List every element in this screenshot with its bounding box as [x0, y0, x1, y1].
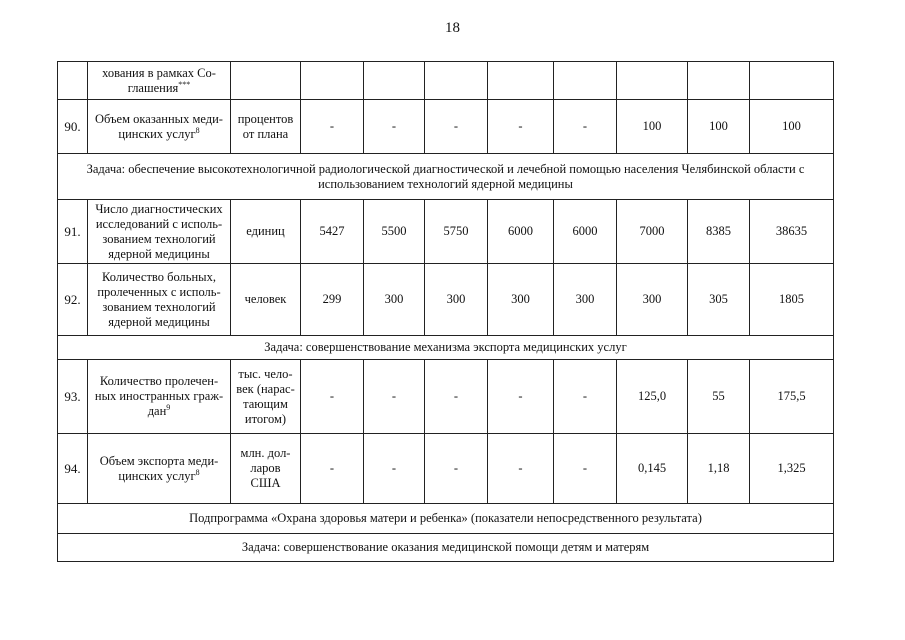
- indicator-name: [88, 434, 231, 504]
- value-cell: -: [364, 360, 425, 434]
- value-cell: 5500: [364, 200, 425, 264]
- value-cell: 7000: [617, 200, 688, 264]
- table-row: [58, 100, 834, 154]
- value-cell: 0,145: [617, 434, 688, 504]
- value-cell: -: [488, 360, 554, 434]
- row-number: 90.: [58, 100, 88, 154]
- task-cell: Подпрограмма «Охрана здоровья матери и ребенка» (показатели непосредственного результата): [58, 504, 834, 534]
- indicator-name-text: хования в рамках Со- глашения***: [102, 65, 216, 95]
- unit-cell: [231, 62, 301, 100]
- task-row: [58, 504, 834, 534]
- row-number: [58, 62, 88, 100]
- value-cell: 55: [688, 360, 750, 434]
- footnote-mark: 8: [195, 467, 200, 477]
- indicator-name: [88, 264, 231, 336]
- unit-text: процентов от плана: [237, 111, 294, 141]
- value-cell: -: [301, 434, 364, 504]
- value-cell: 300: [617, 264, 688, 336]
- indicator-name-text: Количество больных, пролеченных с исполь- зованием технологий ядерной медицины: [97, 269, 221, 329]
- row-number: 91.: [58, 200, 88, 264]
- unit-text: млн. дол- ларов США: [240, 446, 291, 490]
- page-number: 18: [445, 20, 460, 36]
- value-cell: -: [488, 100, 554, 154]
- row-number: 94.: [58, 434, 88, 504]
- value-cell: 300: [364, 264, 425, 336]
- value-cell: 100: [617, 100, 688, 154]
- unit-cell: [231, 100, 301, 154]
- indicator-name-text: Объем оказанных меди- цинских услуг$^8$: [95, 111, 223, 141]
- table-row: [58, 434, 834, 504]
- value-cell: 8385: [688, 200, 750, 264]
- value-cell: [617, 62, 688, 100]
- value-cell: [554, 62, 617, 100]
- value-cell: 1,18: [688, 434, 750, 504]
- value-cell: 125,0: [617, 360, 688, 434]
- task-cell: Задача: обеспечение высокотехнологичной радиологической диагностической и лечебной помощью населения Челябинской области с использованием технологий ядерной медицины: [58, 154, 834, 200]
- value-cell: 6000: [488, 200, 554, 264]
- value-cell: -: [425, 100, 488, 154]
- task-row: [58, 154, 834, 200]
- indicator-name: [88, 100, 231, 154]
- indicator-name-text: Число диагностических исследований с исполь- зованием технологий ядерной медицины: [95, 201, 223, 261]
- task-cell: Задача: совершенствование механизма экспорта медицинских услуг: [58, 336, 834, 360]
- value-cell: 6000: [554, 200, 617, 264]
- unit-cell: [231, 434, 301, 504]
- value-cell: 175,5: [750, 360, 834, 434]
- value-cell: 300: [425, 264, 488, 336]
- value-cell: 100: [688, 100, 750, 154]
- indicators-table: [57, 61, 834, 562]
- value-cell: -: [425, 434, 488, 504]
- value-cell: 5750: [425, 200, 488, 264]
- value-cell: -: [301, 360, 364, 434]
- value-cell: -: [488, 434, 554, 504]
- footnote-mark: 8: [195, 125, 200, 135]
- value-cell: [488, 62, 554, 100]
- value-cell: 100: [750, 100, 834, 154]
- task-row: [58, 336, 834, 360]
- value-cell: [301, 62, 364, 100]
- value-cell: 300: [554, 264, 617, 336]
- value-cell: -: [554, 100, 617, 154]
- table-row: [58, 264, 834, 336]
- task-row: [58, 534, 834, 562]
- value-cell: -: [301, 100, 364, 154]
- value-cell: -: [554, 360, 617, 434]
- value-cell: 38635: [750, 200, 834, 264]
- value-cell: 300: [488, 264, 554, 336]
- unit-cell: [231, 360, 301, 434]
- value-cell: -: [425, 360, 488, 434]
- value-cell: [688, 62, 750, 100]
- task-cell: Задача: совершенствование оказания медицинской помощи детям и матерям: [58, 534, 834, 562]
- table-row: [58, 360, 834, 434]
- value-cell: 1,325: [750, 434, 834, 504]
- value-cell: 305: [688, 264, 750, 336]
- unit-text: единиц: [246, 224, 285, 238]
- indicator-name-text: Объем экспорта меди- цинских услуг$^8$: [99, 453, 219, 483]
- indicator-name: [88, 360, 231, 434]
- value-cell: 5427: [301, 200, 364, 264]
- row-number: 92.: [58, 264, 88, 336]
- indicator-name: [88, 200, 231, 264]
- table-row: [58, 62, 834, 100]
- value-cell: [425, 62, 488, 100]
- footnote-mark: 9: [166, 402, 171, 412]
- indicator-name-text: Количество пролечен- ных иностранных граж- дан$^9$: [94, 374, 224, 418]
- table-row: [58, 200, 834, 264]
- unit-cell: [231, 264, 301, 336]
- unit-text: человек: [244, 292, 287, 306]
- unit-cell: [231, 200, 301, 264]
- value-cell: [364, 62, 425, 100]
- row-number: 93.: [58, 360, 88, 434]
- value-cell: -: [554, 434, 617, 504]
- unit-text: тыс. чело- век (нарас- тающим итогом): [236, 366, 295, 426]
- indicator-name: [88, 62, 231, 100]
- value-cell: 1805: [750, 264, 834, 336]
- value-cell: [750, 62, 834, 100]
- value-cell: -: [364, 434, 425, 504]
- value-cell: -: [364, 100, 425, 154]
- value-cell: 299: [301, 264, 364, 336]
- footnote-mark: ***: [178, 79, 191, 89]
